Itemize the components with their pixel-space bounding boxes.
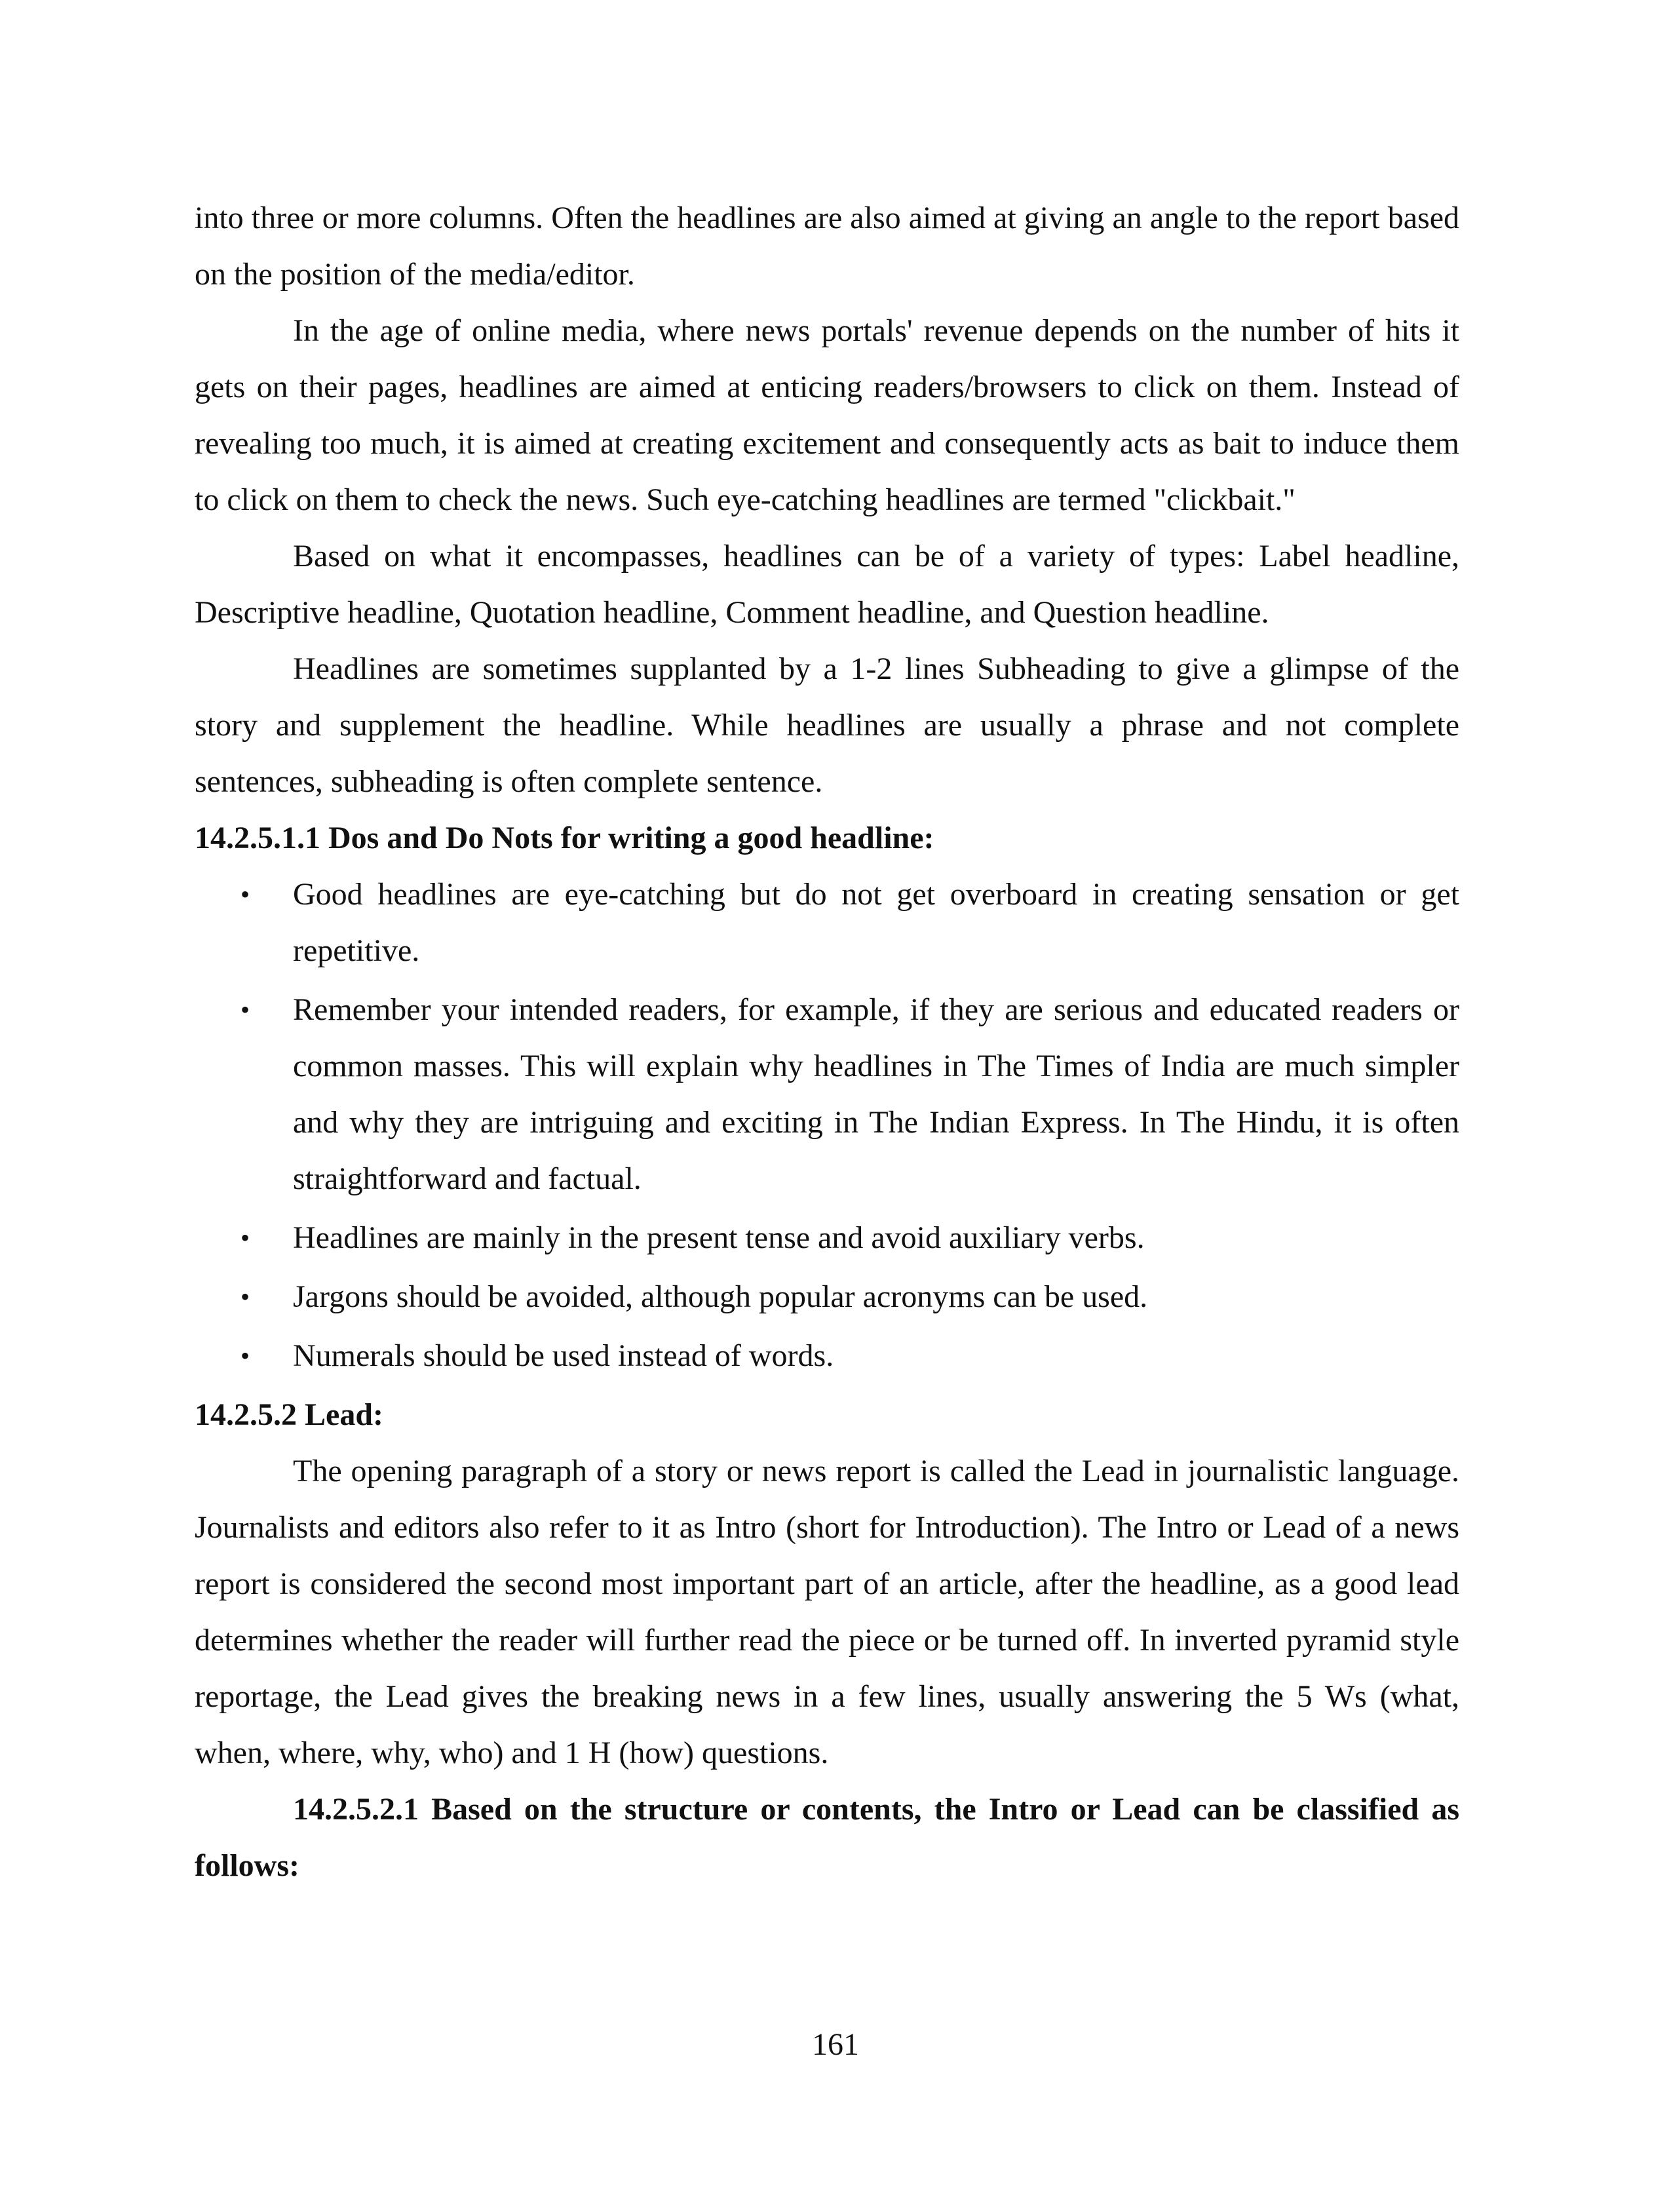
bullet-icon: • xyxy=(240,1341,250,1370)
intro-paragraph-subheading: Headlines are sometimes supplanted by a 1-2 lines Subheading to give a glimpse of the story and supplement the headline. While headlines are usually a phrase and not complete sentences, subheading is often complete sentence. xyxy=(195,651,1459,799)
list-item xyxy=(195,982,1459,1207)
bullet-icon: • xyxy=(240,995,250,1024)
list-item-text: Remember your intended readers, for example, if they are serious and educated readers or common masses. This will explain why headlines in The Times of India are much simpler and why they are intriguing and exciting in The Indian Express. In The Hindu, it is often straightforward and factual. xyxy=(293,992,1459,1196)
subsection-heading-lead-classification: 14.2.5.2.1 Based on the structure or contents, the Intro or Lead can be classified as follows: xyxy=(195,1792,1459,1883)
dos-and-donts-list xyxy=(195,866,1459,1384)
section-heading-dos-and-donts: 14.2.5.1.1 Dos and Do Nots for writing a good headline: xyxy=(195,821,934,855)
intro-paragraph-online-media: In the age of online media, where news portals' revenue depends on the number of hits it gets on their pages, headlines are aimed at enticing readers/browsers to click on them. Instead of revealing too much, it is aimed at creating excitement and consequently acts as bait to induce them to click on them to check the news. Such eye-catching headlines are termed "clickbait." xyxy=(195,313,1459,517)
list-item-text: Headlines are mainly in the present tense and avoid auxiliary verbs. xyxy=(293,1220,1145,1255)
list-item xyxy=(195,866,1459,979)
document-page xyxy=(195,190,1459,1894)
list-item xyxy=(195,1269,1459,1325)
intro-paragraph-continuation: into three or more columns. Often the headlines are also aimed at giving an angle to the report based on the position of the media/editor. xyxy=(195,201,1459,292)
bullet-icon: • xyxy=(240,1282,250,1311)
lead-paragraph: The opening paragraph of a story or news report is called the Lead in journalistic language. Journalists and editors also refer to it as Intro (short for Introduction). The Intro or Lead of a news report is considered the second most important part of an article, after the headline, as a good lead determines whether the reader will further read the piece or be turned off. In inverted pyramid style reportage, the Lead gives the breaking news in a few lines, usually answering the 5 Ws (what, when, where, why, who) and 1 H (how) questions. xyxy=(195,1454,1459,1770)
list-item-text: Numerals should be used instead of words. xyxy=(293,1338,834,1373)
list-item xyxy=(195,1210,1459,1266)
bullet-icon: • xyxy=(240,880,250,909)
bullet-icon: • xyxy=(240,1223,250,1252)
list-item xyxy=(195,1328,1459,1384)
list-item-text: Good headlines are eye-catching but do not get overboard in creating sensation or get repetitive. xyxy=(293,877,1459,968)
section-heading-lead: 14.2.5.2 Lead: xyxy=(195,1397,383,1432)
list-item-text: Jargons should be avoided, although popular acronyms can be used. xyxy=(293,1279,1148,1314)
page-number: 161 xyxy=(812,2027,859,2062)
intro-paragraph-headline-types: Based on what it encompasses, headlines can be of a variety of types: Label headline, Descriptive headline, Quotation headline, Comment headline, and Question headline. xyxy=(195,539,1459,630)
